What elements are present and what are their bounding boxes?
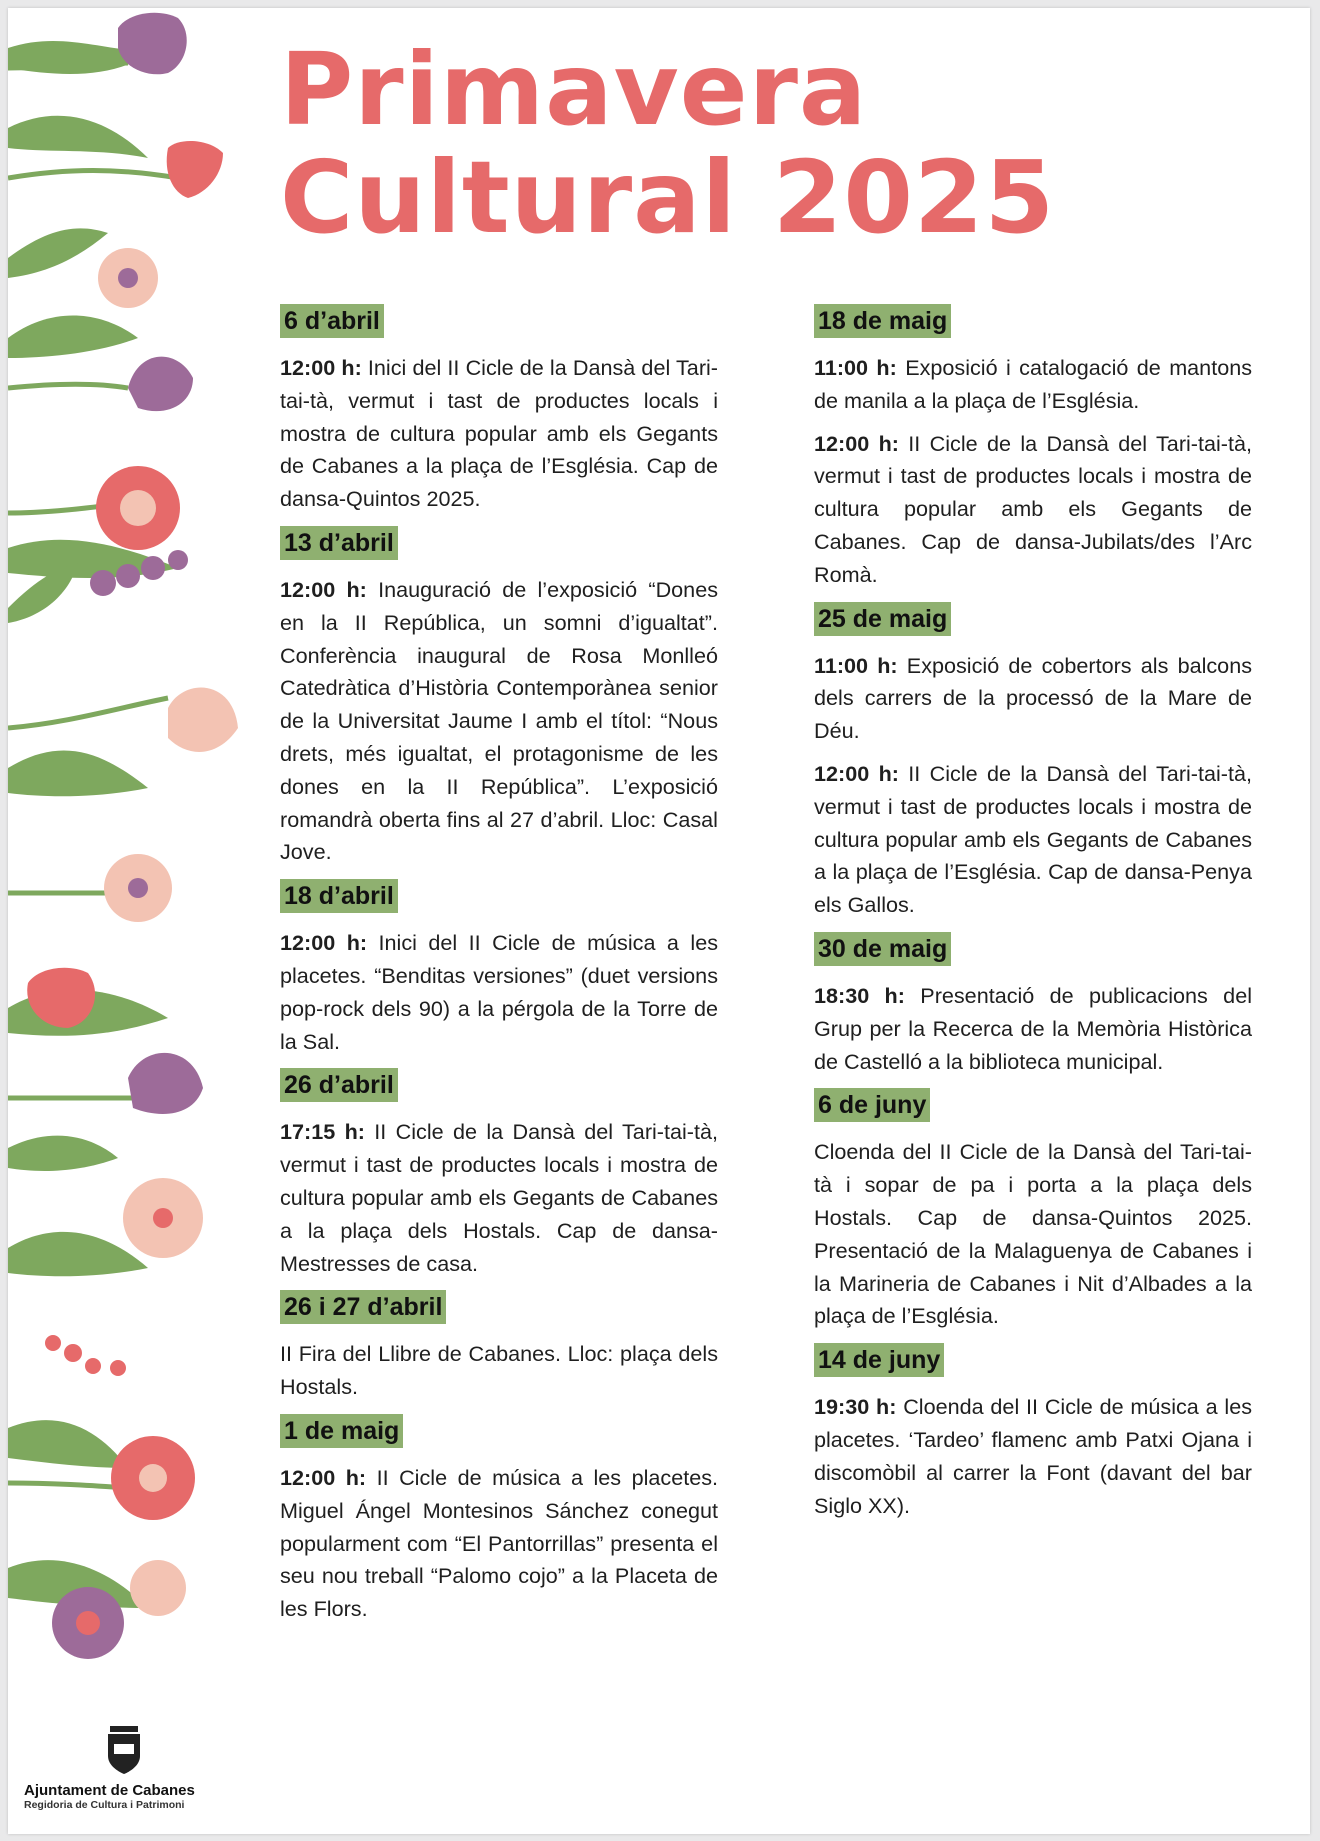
event-description: Exposició i catalogació de mantons de manila a la plaça de l’Església. xyxy=(814,355,1253,413)
event-block xyxy=(280,526,718,869)
event-block xyxy=(280,879,718,1058)
event-description: II Fira del Llibre de Cabanes. Lloc: plaça dels Hostals. xyxy=(280,1341,718,1400)
event-block xyxy=(814,932,1252,1078)
footer-logo xyxy=(24,1726,224,1811)
event-entry xyxy=(280,1338,718,1404)
event-time: 11:00 h: xyxy=(814,355,897,380)
floral-border-decoration xyxy=(8,8,268,1688)
event-time: 12:00 h: xyxy=(814,760,899,786)
event-time: 12:00 h: xyxy=(280,355,362,380)
event-description: II Cicle de la Dansà del Tari-tai-tà, vermut i tast de productes locals i mostra de cultura popular amb els Gegants de Cabanes. Cap de dansa-Jubilats/des l’Arc Romà. xyxy=(814,430,1252,587)
event-block xyxy=(814,1088,1252,1333)
event-description: II Cicle de música a les placetes. Miguel Ángel Montesinos Sánchez conegut popularment com “El Pantorrillas” presenta el seu nou treball “Palomo cojo” a la Placeta de les Flors. xyxy=(280,1464,719,1622)
page-title xyxy=(280,31,1056,256)
event-description: Inauguració de l’exposició “Dones en la II República, un somni d’igualtat”. Conferència inaugural de Rosa Monlleó Catedràtica d’Història Contemporànea senior de la Universitat Jaume I amb el títol: “Nous drets, més igualtat, el protagonisme de les dones en la II República”. L’exposició romandrà oberta fins al 27 d’abril. Lloc: Casal Jove. xyxy=(280,576,718,865)
event-time: 18:30 h: xyxy=(814,982,905,1008)
event-block xyxy=(280,304,718,516)
event-description: Inici del II Cicle de música a les placetes. “Benditas versiones” (duet versions pop-rock dels 90) a la pérgola de la Torre de la Sal. xyxy=(280,930,718,1054)
events-right-column xyxy=(814,304,1252,1532)
municipal-shield-icon xyxy=(106,1726,142,1776)
event-entry xyxy=(280,1116,718,1280)
event-entry xyxy=(814,1391,1252,1522)
event-description: Presentació de publicacions del Grup per la Recerca de la Memòria Històrica de Castelló a la biblioteca municipal. xyxy=(814,982,1252,1074)
event-time: 17:15 h: xyxy=(280,1119,365,1145)
event-time: 12:00 h: xyxy=(280,1464,367,1490)
event-description: Cloenda del II Cicle de la Dansà del Tari-tai-tà i sopar de pa i porta a la plaça dels Hostals. Cap de dansa-Quintos 2025. Presentació de la Malaguenya de Cabanes i la Marineria de Cabanes i Nit d’Albades a la plaça de l’Església. xyxy=(814,1139,1252,1329)
event-entry xyxy=(280,1462,718,1626)
event-date: 6 d’abril xyxy=(280,304,384,338)
event-description: Inici del II Cicle de la Dansà del Tari-tai-tà, vermut i tast de productes locals i mostra de cultura popular amb els Gegants de Cabanes a la plaça de l’Església. Cap de dansa-Quintos 2025. xyxy=(280,355,718,512)
event-time: 12:00 h: xyxy=(814,430,899,456)
event-date: 30 de maig xyxy=(814,932,951,966)
event-entry xyxy=(280,927,718,1058)
event-date: 14 de juny xyxy=(814,1343,944,1377)
event-time: 19:30 h: xyxy=(814,1394,897,1420)
event-entry xyxy=(814,650,1252,748)
event-entry xyxy=(280,574,718,869)
event-time: 11:00 h: xyxy=(814,652,898,678)
title-line-2: Cultural 2025 xyxy=(280,139,1056,256)
event-block xyxy=(814,1343,1252,1522)
tulip-icon xyxy=(118,13,187,74)
event-entry xyxy=(814,352,1252,418)
event-description: II Cicle de la Dansà del Tari-tai-tà, vermut i tast de productes locals i mostra de cultura popular amb els Gegants de Cabanes a la plaça de l’Església. Cap de dansa-Penya els Gallos. xyxy=(814,760,1252,918)
pink-leaf-icon xyxy=(168,688,238,752)
footer-org-name: Ajuntament de Cabanes xyxy=(24,1782,195,1799)
event-date: 26 d’abril xyxy=(280,1068,398,1102)
event-date: 13 d’abril xyxy=(280,526,398,560)
berry-dots xyxy=(45,1335,126,1376)
footer-department: Regidoria de Cultura i Patrimoni xyxy=(24,1799,185,1811)
event-block xyxy=(280,1290,718,1404)
event-date: 1 de maig xyxy=(280,1414,403,1448)
event-date: 6 de juny xyxy=(814,1088,930,1122)
event-description: Exposició de cobertors als balcons dels carrers de la processó de la Mare de Déu. xyxy=(814,652,1252,744)
poster-page xyxy=(8,8,1310,1834)
event-block xyxy=(280,1068,718,1280)
event-date: 26 i 27 d’abril xyxy=(280,1290,446,1324)
event-block xyxy=(814,602,1252,922)
event-entry xyxy=(814,428,1252,592)
event-description: II Cicle de la Dansà del Tari-tai-tà, vermut i tast de productes locals i mostra de cultura popular amb els Gegants de Cabanes a la plaça dels Hostals. Cap de dansa-Mestresses de casa. xyxy=(280,1119,718,1276)
event-entry xyxy=(814,1136,1252,1333)
event-block xyxy=(814,304,1252,592)
event-time: 12:00 h: xyxy=(280,930,368,956)
event-description: Cloenda del II Cicle de música a les placetes. ‘Tardeo’ flamenc amb Patxi Ojana i discomòbil al carrer la Font (davant del bar Siglo XX). xyxy=(814,1394,1253,1518)
event-entry xyxy=(280,352,718,516)
event-date: 18 d’abril xyxy=(280,879,398,913)
event-entry xyxy=(814,980,1252,1078)
event-time: 12:00 h: xyxy=(280,576,367,602)
event-date: 18 de maig xyxy=(814,304,951,338)
events-left-column xyxy=(280,304,718,1636)
event-date: 25 de maig xyxy=(814,602,951,636)
title-line-1: Primavera xyxy=(280,31,868,148)
event-block xyxy=(280,1414,718,1626)
event-entry xyxy=(814,758,1252,922)
